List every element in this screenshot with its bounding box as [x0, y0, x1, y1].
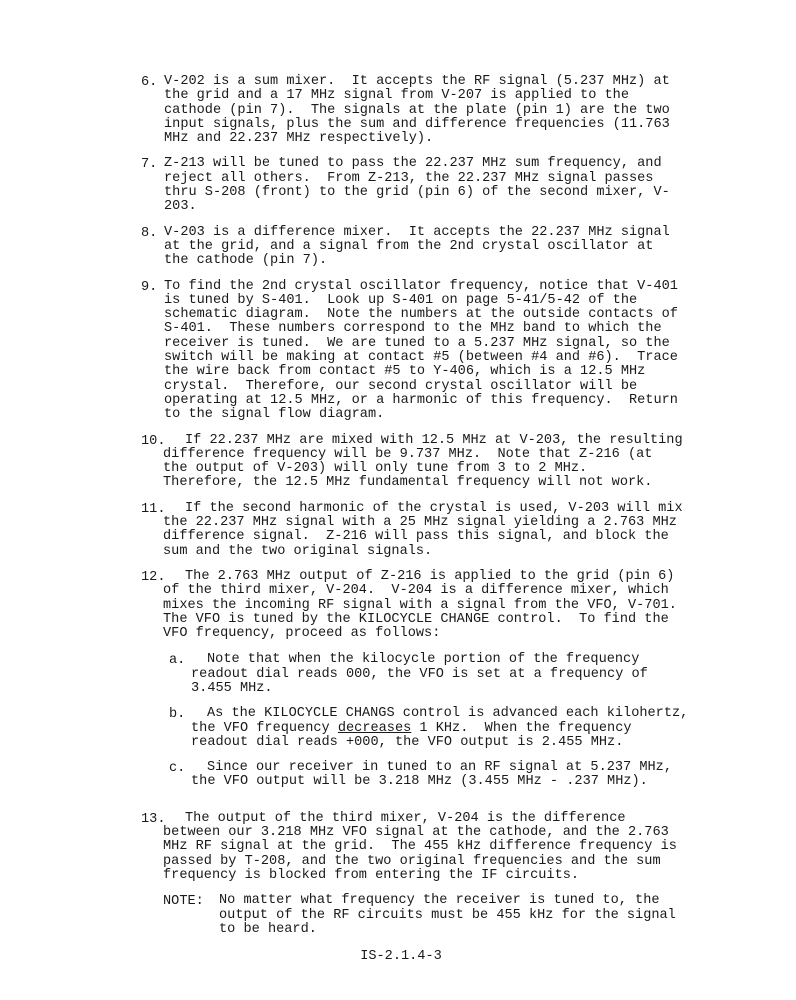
- text-line: is tuned by S-401. Look up S-401 on page 5-41/5-42 of the: [164, 292, 638, 308]
- note-text: [219, 894, 676, 937]
- page-number: IS-2.1.4-3: [360, 949, 442, 964]
- text-line: the 22.237 MHz signal with a 25 MHz signal yielding a 2.763 MHz: [163, 515, 677, 531]
- text-line: V-202 is a sum mixer. It accepts the RF signal (5.237 MHz) at: [164, 74, 670, 89]
- text-line: [191, 722, 688, 736]
- item-text: [163, 812, 681, 883]
- text-line: reject all others. From Z-213, the 22.237 MHz signal passes: [164, 170, 654, 186]
- text-line: If the second harmonic of the crystal is used, V-203 will mix: [185, 500, 683, 516]
- text-line: schematic diagram. Note the numbers at the outside contacts of: [164, 307, 678, 323]
- sub-item-text: [185, 707, 688, 750]
- text-line: the grid and a 17 MHz signal from V-207 is applied to the: [164, 88, 629, 104]
- item-number: 12.: [141, 569, 166, 585]
- underlined-word: decreases: [337, 720, 412, 736]
- sub-item-label: b.: [169, 707, 186, 723]
- list-item: [141, 502, 681, 559]
- text-fragment: the VFO frequency: [191, 720, 338, 736]
- sub-item: [169, 653, 688, 696]
- text-line: cathode (pin 7). The signals at the plate (pin 1) are the two: [164, 102, 670, 118]
- numbered-list: [141, 74, 689, 937]
- text-line: If 22.237 MHz are mixed with 12.5 MHz at V-203, the resulting: [185, 432, 683, 448]
- list-item: [141, 226, 681, 269]
- text-line: readout dial reads +000, the VFO output is 2.455 MHz.: [191, 734, 624, 750]
- sub-item-label: a.: [169, 653, 186, 669]
- item-number: 7.: [141, 157, 158, 173]
- text-line: sum and the two original signals.: [163, 543, 433, 559]
- text-line: The VFO is tuned by the KILOCYCLE CHANGE control. To find the: [163, 611, 669, 627]
- item-text: [164, 226, 681, 269]
- text-line: S-401. These numbers correspond to the MHz band to which the: [164, 321, 662, 337]
- item-text: [163, 434, 683, 491]
- text-line: of the third mixer, V-204. V-204 is a difference mixer, which: [163, 583, 669, 599]
- text-line: The 2.763 MHz output of Z-216 is applied to the grid (pin 6): [185, 568, 675, 584]
- text-line: 203.: [164, 199, 197, 215]
- text-line: VFO frequency, proceed as follows:: [163, 626, 441, 642]
- list-item: [141, 157, 681, 214]
- list-item: [141, 75, 681, 146]
- list-item: [141, 434, 681, 491]
- sub-item: [169, 761, 688, 790]
- note-block: [163, 894, 681, 937]
- text-line: difference frequency will be 9.737 MHz. Note that Z-216 (at: [163, 446, 653, 462]
- text-line: As the KILOCYCLE CHANGS control is advanced each kilohertz,: [207, 706, 689, 722]
- text-line: MHz RF signal at the grid. The 455 kHz difference frequency is: [163, 839, 677, 855]
- list-item: [141, 280, 681, 423]
- item-number: 10.: [141, 433, 166, 449]
- text-line: input signals, plus the sum and difference frequencies (11.763: [164, 116, 670, 132]
- text-line: the cathode (pin 7).: [164, 253, 328, 269]
- text-line: readout dial reads 000, the VFO is set at a frequency of: [191, 666, 648, 682]
- item-number: 6.: [141, 75, 158, 90]
- text-line: Therefore, the 12.5 MHz fundamental frequency will not work.: [163, 475, 653, 491]
- text-line: output of the RF circuits must be 455 kHz for the signal: [219, 907, 676, 923]
- text-line: to the signal flow diagram.: [164, 407, 385, 423]
- sub-item-label: c.: [169, 761, 186, 777]
- text-line: No matter what frequency the receiver is tuned to, the: [219, 893, 660, 909]
- item-text: [164, 280, 681, 423]
- item-number: 13.: [141, 811, 166, 827]
- list-item: [141, 812, 681, 883]
- text-line: the wire back from contact #5 to Y-406, which is a 12.5 MHz: [164, 364, 646, 380]
- text-line: The output of the third mixer, V-204 is the difference: [185, 810, 626, 826]
- text-line: Note that when the kilocycle portion of the frequency: [207, 652, 640, 668]
- item-number: 11.: [141, 501, 166, 517]
- text-line: thru S-208 (front) to the grid (pin 6) of the second mixer, V-: [164, 185, 670, 201]
- text-line: receiver is tuned. We are tuned to a 5.237 MHz signal, so the: [164, 335, 670, 351]
- text-line: difference signal. Z-216 will pass this signal, and block the: [163, 529, 669, 545]
- item-text: [164, 75, 681, 146]
- text-line: crystal. Therefore, our second crystal oscillator will be: [164, 378, 638, 394]
- list-item: [141, 568, 689, 801]
- sub-item-text: [185, 653, 648, 696]
- text-line: passed by T-208, and the two original frequencies and the sum: [163, 853, 661, 869]
- text-line: 3.455 MHz.: [191, 680, 273, 696]
- text-line: between our 3.218 MHz VFO signal at the cathode, and the 2.763: [163, 825, 669, 841]
- text-line: the VFO output will be 3.218 MHz (3.455 MHz - .237 MHz).: [191, 774, 648, 790]
- sub-item-text: [185, 761, 672, 790]
- text-line: Z-213 will be tuned to pass the 22.237 MHz sum frequency, and: [164, 156, 662, 172]
- text-line: mixes the incoming RF signal with a signal from the VFO, V-701.: [163, 597, 677, 613]
- sub-list: [163, 653, 688, 789]
- text-line: switch will be making at contact #5 (between #4 and #6). Trace: [164, 350, 678, 366]
- item-text: [163, 570, 688, 801]
- note-label: NOTE:: [163, 894, 204, 910]
- text-line: To find the 2nd crystal oscillator frequency, notice that V-401: [164, 278, 678, 294]
- sub-item: [169, 707, 688, 750]
- item-number: 8.: [141, 225, 158, 241]
- text-line: Since our receiver in tuned to an RF signal at 5.237 MHz,: [207, 760, 672, 776]
- text-line: MHz and 22.237 MHz respectively).: [164, 131, 434, 147]
- text-line: frequency is blocked from entering the IF circuits.: [163, 867, 580, 883]
- text-fragment: 1 KHz. When the frequency: [411, 720, 632, 736]
- item-text: [163, 502, 683, 559]
- text-line: to be heard.: [219, 921, 317, 937]
- text-line: the output of V-203) will only tune from 3 to 2 MHz.: [163, 461, 588, 477]
- item-number: 9.: [141, 279, 158, 295]
- item-text: [164, 157, 681, 214]
- text-line: at the grid, and a signal from the 2nd crystal oscillator at: [164, 238, 654, 254]
- page-footer: [0, 949, 796, 964]
- text-line: V-203 is a difference mixer. It accepts the 22.237 MHz signal: [164, 224, 670, 240]
- text-line: operating at 12.5 MHz, or a harmonic of this frequency. Return: [164, 392, 678, 408]
